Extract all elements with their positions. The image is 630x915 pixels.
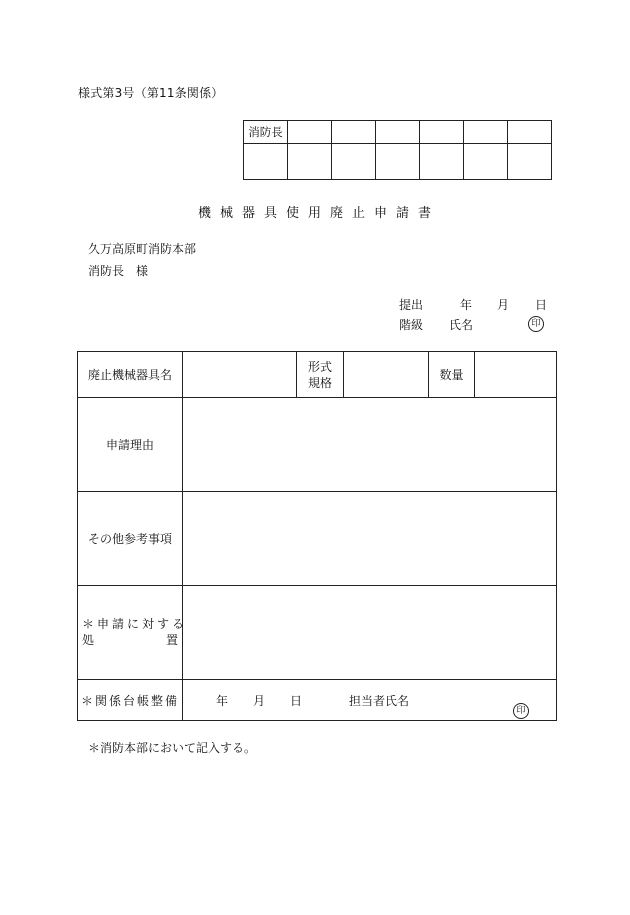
- rank-label: 階級: [399, 318, 424, 332]
- ledger-day-label: 日: [290, 694, 303, 708]
- reason-label: 申請理由: [78, 398, 183, 492]
- approval-seal-cell: [508, 144, 552, 180]
- disposition-field[interactable]: [183, 586, 557, 680]
- disposition-label: [78, 586, 188, 680]
- ledger-month-label: 月: [253, 694, 266, 708]
- applicant-seal-icon: [528, 315, 544, 332]
- submit-label: 提出: [399, 298, 424, 312]
- addressee-title: 消防長 様: [88, 264, 149, 278]
- approval-cell: [376, 121, 420, 144]
- ledger-field[interactable]: [183, 680, 557, 721]
- approval-stamp-grid: [243, 120, 552, 180]
- approval-cell: [464, 121, 508, 144]
- reference-label: その他参考事項: [78, 492, 183, 586]
- form-number: 様式第3号（第11条関係）: [78, 86, 224, 100]
- seal-mark: 印: [513, 703, 529, 719]
- format-spec-field[interactable]: [344, 352, 429, 398]
- person-in-charge-label: 担当者氏名: [349, 694, 410, 708]
- ledger-year-label: 年: [216, 694, 229, 708]
- quantity-label: 数量: [429, 352, 475, 398]
- equipment-name-label: 廃止機械器具名: [78, 352, 183, 398]
- approval-role-label: 消防長: [244, 121, 288, 144]
- document-title: 機械器具使用廃止申請書: [197, 206, 440, 221]
- approval-seal-cell: [332, 144, 376, 180]
- reference-field[interactable]: [183, 492, 557, 586]
- spec-label: 規格: [307, 375, 332, 390]
- approval-seal-cell: [376, 144, 420, 180]
- quantity-field[interactable]: [475, 352, 557, 398]
- approval-seal-cell: [244, 144, 288, 180]
- approval-seal-cell: [288, 144, 332, 180]
- approval-cell: [420, 121, 464, 144]
- approval-cell: [288, 121, 332, 144]
- applicant-name-label: 氏名: [449, 318, 474, 332]
- seal-mark: 印: [528, 316, 544, 332]
- submit-month-label: 月: [497, 298, 510, 312]
- submit-year-label: 年: [460, 298, 473, 312]
- approval-seal-cell: [464, 144, 508, 180]
- approval-cell: [332, 121, 376, 144]
- reason-field[interactable]: [183, 398, 557, 492]
- addressee-org: 久万高原町消防本部: [88, 242, 197, 256]
- format-spec-label: [297, 352, 344, 398]
- disposition-label-line1: ＊申請に対する: [82, 617, 188, 631]
- submit-day-label: 日: [535, 298, 548, 312]
- format-label: 形式: [307, 359, 332, 374]
- disposition-label-char-a: 処: [82, 633, 95, 647]
- equipment-name-field[interactable]: [183, 352, 297, 398]
- approval-seal-cell: [420, 144, 464, 180]
- addressee: [88, 238, 196, 282]
- footnote: ＊消防本部において記入する。: [88, 741, 257, 755]
- application-table: [77, 351, 557, 721]
- approval-cell: [508, 121, 552, 144]
- ledger-label: ＊関係台帳整備: [78, 680, 183, 721]
- disposition-label-char-b: 置: [165, 633, 178, 647]
